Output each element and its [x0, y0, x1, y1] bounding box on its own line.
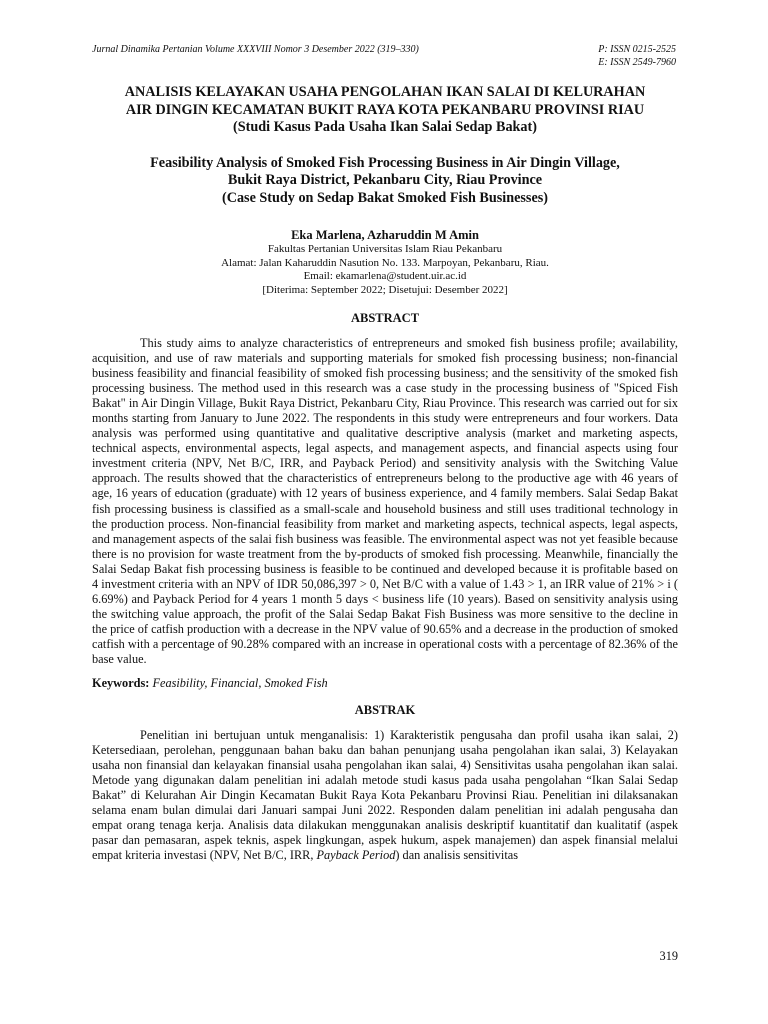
title-en-line2: Bukit Raya District, Pekanbaru City, Riau Province: [227, 172, 543, 188]
title-indonesian: [92, 84, 678, 137]
title-en-line1: Feasibility Analysis of Smoked Fish Processing Business in Air Dingin Village,: [150, 154, 620, 171]
abstrak-text-part1: Penelitian ini bertujuan untuk menganalisis: 1) Karakteristik pengusaha dan profil usaha ikan salai, 2) Ketersediaan, perolehan, penggunaan bahan baku dan bahan penunjang usaha pengolahan ikan salai, 3) Kelayakan usaha non finansial dan kelayakan finansial usaha pengolahan ikan salai, 4) Sensitivitas usaha pengolahan ikan salai. Metode yang digunakan dalam penelitian ini adalah metode studi kasus pada usaha pengolahan “Ikan Salai Sedap Bakat” di Kelurahan Air Dingin Kecamatan Bukit Raya Kota Pekanbaru Provinsi Riau. Penelitian ini dilaksanakan selama enam bulan dimulai dari Januari sampai Juni 2022. Responden dalam penelitian ini adalah pengusaha dan empat orang tenaga kerja. Analisis data dilakukan menggunakan analisis deskriptif kuantitatif dan kualitatif (aspek pasar dan pemasaran, aspek teknis, aspek lingkungan, aspek hukum, aspek manajemen) dan aspek finansial melalui empat kriteria investasi (NPV, Net B/C, IRR,: [92, 728, 678, 863]
keywords-value: Feasibility, Financial, Smoked Fish: [152, 676, 328, 691]
title-english: [92, 155, 678, 208]
abstrak-heading: ABSTRAK: [354, 703, 416, 718]
affiliation: [92, 243, 678, 297]
journal-citation: Jurnal Dinamika Pertanian Volume XXXVIII Nomor 3 Desember 2022 (319–330): [92, 44, 419, 55]
affiliation-address: Alamat: Jalan Kaharuddin Nasution No. 133. Marpoyan, Pekanbaru, Riau.: [221, 256, 549, 269]
title-id-line2: AIR DINGIN KECAMATAN BUKIT RAYA KOTA PEKANBARU PROVINSI RIAU: [125, 101, 645, 118]
issn-print: P: ISSN 0215-2525: [598, 44, 676, 55]
affiliation-faculty: Fakultas Pertanian Universitas Islam Riau Pekanbaru: [267, 243, 503, 255]
abstract-text: This study aims to analyze characteristics of entrepreneurs and smoked fish business profile; availability, acquisition, and use of raw materials and supporting materials for smoked fish processing business; non-financial business feasibility and financial feasibility of smoked fish processing business; and the sensitivity of the smoked fish processing business. The method used in this research was a case study in the processing business of "Spiced Fish Bakat" in Air Dingin Village, Bukit Raya District, Pekanbaru City, Riau Province. This research was carried out for six months starting from January to June 2022. The respondents in this study were entrepreneurs and four workers. Data analysis was performed using quantitative and qualitative descriptive analysis (market and marketing aspects, technical aspects, environmental aspects, legal aspects, and management aspects, and financial aspects using four investment criteria (NPV, Net B/C, IRR, and Payback Period) and sensitivity analysis with the Switching Value approach. The results showed that the characteristics of entrepreneurs belong to the productive age with 46 years of age, 16 years of education (graduate) with 12 years of business experience, and 4 family members. Salai Sedap Bakat fish processing business is classified as a small-scale and household business and still uses traditional technology in the production process. Non-financial feasibility from market and marketing aspects, technical aspects, legal aspects, and management aspects of the salai fish business was feasible. The environmental aspect was not yet feasible because there is no provision for waste treatment from the by-products of smoked fish processing. Meanwhile, financially the Salai Sedap Bakat fish processing business is feasible to be continued and developed because it is profitable based on 4 investment criteria with an NPV of IDR 50,086,397 > 0, Net B/C with a value of 1.43 > 1, an IRR value of 21% > i ( 6.69%) and Payback Period for 4 years 1 month 5 days < business life (10 years). Based on sensitivity analysis using the switching value approach, the profit of the Salai Sedap Bakat Fish Business was more sensitive to the decline in the price of catfish production with a decrease in the NPV value of 90.65% and a decrease in the production of smoked catfish with a percentage of 90.28% compared with an increase in operational costs with a percentage of 82.36% of the base value.: [92, 336, 678, 666]
authors: Eka Marlena, Azharuddin M Amin: [291, 228, 479, 242]
article-content: [92, 84, 678, 863]
submission-dates: [Diterima: September 2022; Disetujui: Desember 2022]: [262, 283, 508, 296]
keywords: [92, 676, 678, 691]
issn-block: [598, 43, 676, 69]
abstract-heading: ABSTRACT: [350, 311, 420, 325]
title-id-line1: ANALISIS KELAYAKAN USAHA PENGOLAHAN IKAN SALAI DI KELURAHAN: [124, 84, 646, 100]
title-en-line3: (Case Study on Sedap Bakat Smoked Fish Businesses): [221, 189, 548, 206]
abstrak-text-italic: Payback Period: [316, 848, 396, 863]
abstrak-text-part2: ) dan analisis sensitivitas: [395, 848, 518, 863]
abstrak-text: [92, 728, 678, 863]
running-header: [92, 43, 676, 69]
page-number: 319: [659, 949, 678, 963]
affiliation-email: Email: ekamarlena@student.uir.ac.id: [303, 270, 467, 282]
title-id-line3: (Studi Kasus Pada Usaha Ikan Salai Sedap Bakat): [233, 119, 537, 135]
keywords-label: Keywords:: [92, 676, 150, 691]
issn-online: E: ISSN 2549-7960: [598, 57, 676, 68]
